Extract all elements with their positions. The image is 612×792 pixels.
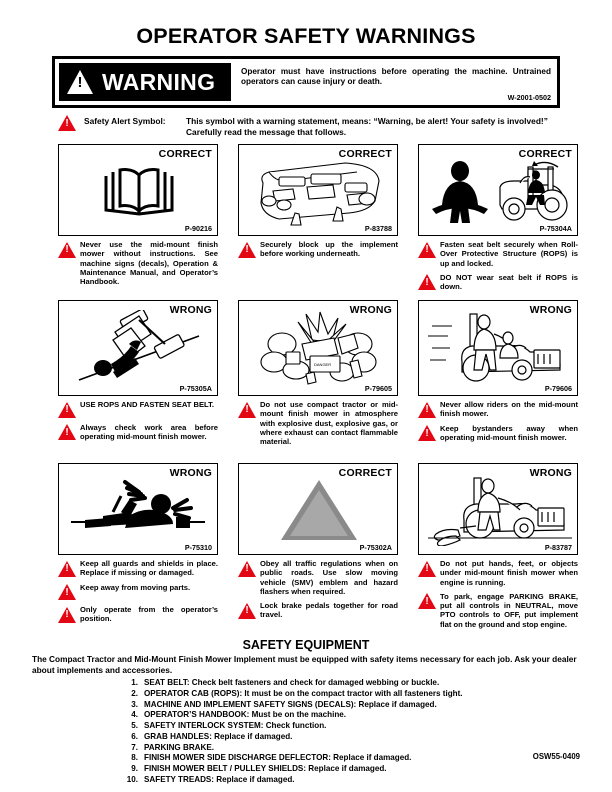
panel-seat-belt-verdict: CORRECT — [518, 148, 572, 160]
list-item-number: 3. — [131, 699, 138, 709]
panel-block-implement — [238, 144, 398, 264]
panel-guards-image — [58, 463, 218, 555]
panel-block-implement-verdict: CORRECT — [338, 148, 392, 160]
panel-explosion-image — [238, 300, 398, 396]
document-code: OSW55-0409 — [532, 752, 580, 761]
panel-seat-belt-part-number: P-75304A — [539, 224, 572, 233]
bullet-text: Fasten seat belt securely when Roll-Over Protective Structure (ROPS) is up and locked. — [440, 240, 578, 268]
list-item-text: OPERATOR CAB (ROPS): It must be on the compact tractor with all fasteners tight. — [144, 688, 463, 698]
bullet-item — [58, 583, 218, 601]
list-item — [118, 764, 588, 775]
bullet-item — [58, 605, 218, 624]
panel-guards — [58, 463, 218, 629]
panel-rollover-verdict: WRONG — [169, 304, 212, 316]
bullet-item — [58, 559, 218, 578]
open-book-icon — [59, 155, 219, 229]
list-item — [118, 753, 588, 764]
warning-banner-black-bar — [59, 63, 231, 101]
warning-banner — [52, 56, 560, 108]
panel-hands-feet — [418, 463, 578, 634]
safety-alert-label: Safety Alert Symbol: — [84, 116, 166, 126]
panel-riders-image — [418, 300, 578, 396]
panel-block-implement-part-number: P-83788 — [364, 224, 392, 233]
panel-book — [58, 144, 218, 291]
panel-book-part-number: P-90216 — [184, 224, 212, 233]
bullet-item — [238, 601, 398, 620]
page-title: OPERATOR SAFETY WARNINGS — [136, 24, 476, 48]
panel-smv-bullets — [238, 559, 398, 620]
safety-alert-text: This symbol with a warning statement, means: “Warning, be alert! Your safety is involved!” Carefully read the message that follows. — [186, 116, 548, 137]
tractor-rollover-icon — [59, 311, 219, 385]
list-item — [118, 775, 588, 786]
alert-triangle-icon — [418, 242, 436, 258]
panel-book-image — [58, 144, 218, 236]
extra-rider-icon — [419, 311, 579, 385]
list-item — [118, 689, 588, 700]
list-item-text: FINISH MOWER BELT / PULLEY SHIELDS: Replace if damaged. — [144, 764, 387, 773]
alert-triangle-icon — [238, 603, 256, 619]
bullet-text: Keep all guards and shields in place. Replace if missing or damaged. — [80, 559, 218, 578]
safety-alert-triangle-icon — [58, 115, 76, 131]
safety-alert-symbol-row — [58, 114, 563, 137]
list-item-text: OPERATOR’S HANDBOOK: Must be on the machine. — [144, 710, 347, 720]
bullet-text: Always check work area before operating mid-mount finish mower. — [80, 422, 218, 441]
alert-triangle-icon — [418, 402, 436, 418]
panel-riders-part-number: P-79606 — [544, 384, 572, 393]
panel-riders — [418, 300, 578, 447]
list-item-text: SEAT BELT: Check belt fasteners and check for damaged webbing or buckle. — [144, 678, 440, 687]
bullet-text: Obey all traffic regulations when on public roads. Use slow moving vehicle (SMV) emblem and hazard flashers when required. — [260, 559, 398, 596]
alert-triangle-icon — [418, 425, 436, 441]
alert-triangle-icon — [418, 274, 436, 290]
bullet-item — [238, 559, 398, 596]
panel-seat-belt — [418, 144, 578, 296]
panel-rollover-part-number: P-75305A — [179, 384, 212, 393]
bullet-item — [418, 559, 578, 587]
bullet-item — [418, 273, 578, 292]
alert-triangle-icon — [58, 561, 76, 577]
panel-hands-feet-verdict: WRONG — [529, 467, 572, 479]
alert-triangle-icon — [238, 242, 256, 258]
alert-triangle-icon — [58, 424, 76, 440]
panel-explosion-verdict: WRONG — [349, 304, 392, 316]
list-item-number: 4. — [131, 710, 138, 720]
panel-explosion-part-number: P-79605 — [364, 384, 392, 393]
panel-block-implement-image — [238, 144, 398, 236]
list-item-text: FINISH MOWER SIDE DISCHARGE DEFLECTOR: Replace if damaged. — [144, 753, 412, 763]
bullet-text: Never use the mid-mount finish mower without instructions. See machine signs (decals), Operation & Maintenance Manual, and Operator’s Handbook. — [80, 240, 218, 286]
feet-under-mower-icon — [419, 474, 579, 548]
bullet-item — [238, 400, 398, 446]
panel-hands-feet-bullets — [418, 559, 578, 629]
list-item-number: 6. — [131, 731, 138, 741]
bullet-text: Never allow riders on the mid-mount finish mower. — [440, 400, 578, 419]
smv-emblem-icon — [239, 474, 399, 548]
alert-triangle-icon — [58, 402, 76, 418]
svg-text:DANGER: DANGER — [314, 362, 332, 367]
panel-book-bullets — [58, 240, 218, 286]
alert-triangle-icon — [58, 607, 76, 623]
list-item — [118, 678, 588, 689]
bullet-item — [418, 400, 578, 419]
bullet-item — [418, 592, 578, 629]
panel-seat-belt-bullets — [418, 240, 578, 291]
warning-triangle-icon — [67, 70, 93, 94]
warning-word: WARNING — [102, 68, 216, 95]
bullet-item — [418, 424, 578, 443]
explosion-icon — [239, 311, 399, 385]
safety-equipment-intro: The Compact Tractor and Mid-Mount Finish Mower Implement must be equipped with safety items necessary for each job. Ask your dealer about implements and accessories. — [32, 654, 577, 676]
safety-equipment-heading: SAFETY EQUIPMENT — [242, 638, 370, 652]
bullet-text: USE ROPS AND FASTEN SEAT BELT. — [80, 400, 215, 409]
list-item-text: MACHINE AND IMPLEMENT SAFETY SIGNS (DECALS): Replace if damaged. — [144, 699, 437, 709]
bullet-item — [58, 423, 218, 442]
bullet-text: Do not use compact tractor or mid-mount finish mower in atmosphere with explosive dust, explosive gas, or where exhaust can contact flammable material. — [260, 400, 398, 446]
bullet-text: To park, engage PARKING BRAKE, put all controls in NEUTRAL, move PTO controls to OFF, put implement flat on the ground and stop engine. — [440, 591, 578, 629]
panel-rollover — [58, 300, 218, 446]
panel-book-verdict: CORRECT — [158, 148, 212, 160]
list-item-number: 1. — [131, 678, 138, 687]
safety-equipment-list — [118, 678, 588, 786]
list-item — [118, 700, 588, 711]
panel-explosion-bullets — [238, 400, 398, 446]
panel-guards-bullets — [58, 559, 218, 624]
alert-triangle-icon — [418, 593, 436, 609]
panel-explosion — [238, 300, 398, 451]
mower-deck-icon — [239, 155, 399, 229]
panel-smv — [238, 463, 398, 625]
bullet-text: Lock brake pedals together for road travel. — [260, 601, 398, 620]
panel-smv-image — [238, 463, 398, 555]
panel-riders-bullets — [418, 400, 578, 442]
list-item-number: 8. — [131, 753, 138, 763]
warning-banner-code: W-2001-0502 — [507, 93, 551, 102]
list-item-number: 5. — [131, 721, 138, 730]
seat-belt-rops-icon — [419, 155, 579, 229]
alert-triangle-icon — [58, 242, 76, 258]
list-item-text: PARKING BRAKE. — [144, 742, 214, 752]
alert-triangle-icon — [418, 561, 436, 577]
panel-rollover-image — [58, 300, 218, 396]
warning-banner-text: Operator must have instructions before operating the machine. Untrained operators can cause injury or death. — [241, 67, 551, 86]
panel-hands-feet-image — [418, 463, 578, 555]
panel-seat-belt-image — [418, 144, 578, 236]
bullet-item — [418, 240, 578, 268]
list-item — [118, 710, 588, 721]
bullet-item — [238, 240, 398, 259]
panel-hands-feet-part-number: P-83787 — [544, 543, 572, 552]
list-item-text: GRAB HANDLES: Replace if damaged. — [144, 731, 293, 741]
list-item-text: SAFETY TREADS: Replace if damaged. — [144, 774, 295, 784]
panel-smv-part-number: P-75302A — [359, 543, 392, 552]
bullet-item — [58, 400, 218, 418]
bullet-item — [58, 240, 218, 286]
bullet-text: Only operate from the operator’s position. — [80, 605, 218, 624]
panel-guards-part-number: P-75310 — [184, 543, 212, 552]
bullet-text: DO NOT wear seat belt if ROPS is down. — [440, 272, 578, 291]
alert-triangle-icon — [58, 584, 76, 600]
bullet-text: Do not put hands, feet, or objects under mid-mount finish mower when engine is running. — [440, 559, 578, 587]
list-item-number: 2. — [131, 688, 138, 698]
list-item-number: 7. — [131, 742, 138, 752]
list-item — [118, 721, 588, 732]
bullet-text: Keep bystanders away when operating mid-mount finish mower. — [440, 423, 578, 442]
bullet-text: Keep away from moving parts. — [80, 582, 191, 592]
alert-triangle-icon — [238, 402, 256, 418]
panel-guards-verdict: WRONG — [169, 467, 212, 479]
entanglement-icon — [59, 474, 219, 548]
panel-riders-verdict: WRONG — [529, 304, 572, 316]
list-item — [118, 743, 588, 754]
panel-block-implement-bullets — [238, 240, 398, 259]
list-item-number: 10. — [126, 774, 138, 784]
list-item-text: SAFETY INTERLOCK SYSTEM: Check function. — [144, 721, 327, 730]
alert-triangle-icon — [238, 561, 256, 577]
list-item — [118, 732, 588, 743]
panel-rollover-bullets — [58, 400, 218, 441]
panel-smv-verdict: CORRECT — [338, 467, 392, 479]
list-item-number: 9. — [131, 764, 138, 773]
bullet-text: Securely block up the implement before working underneath. — [260, 240, 398, 259]
